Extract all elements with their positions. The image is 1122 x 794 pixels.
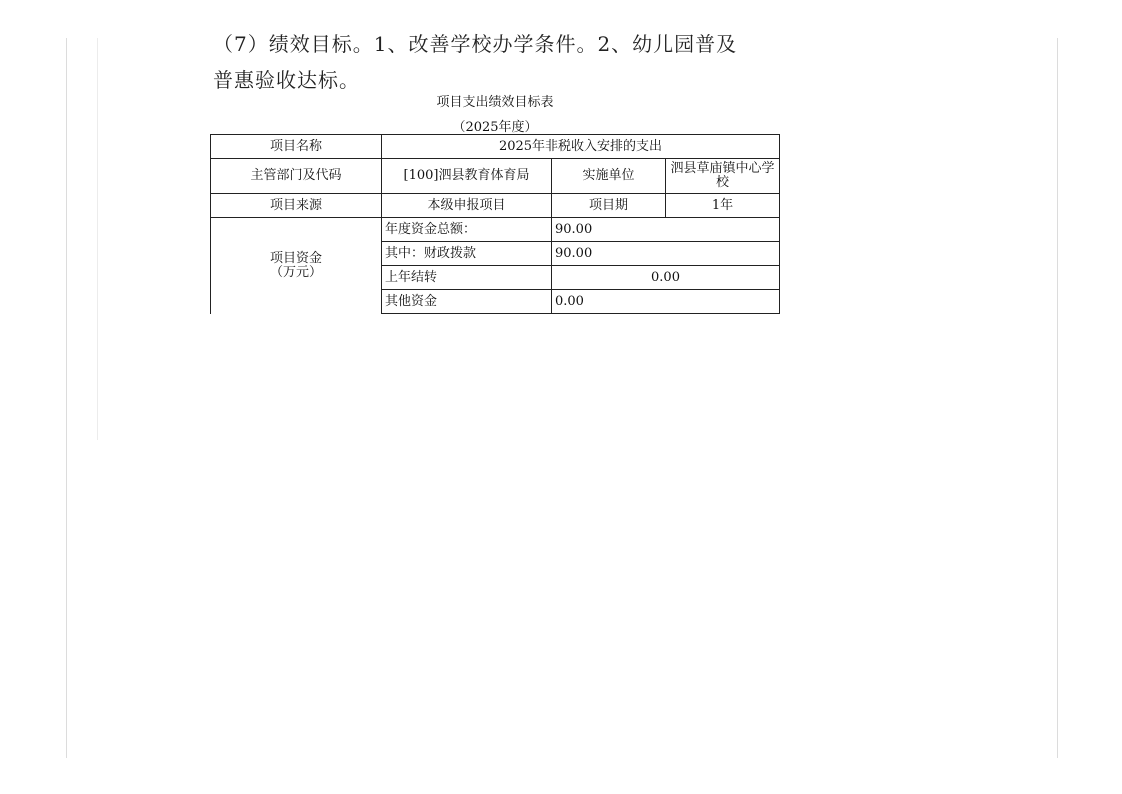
- impl-unit-label: 实施单位: [552, 159, 666, 194]
- source-value: 本级申报项目: [382, 194, 552, 218]
- funds-row-label: 其中：财政拨款: [382, 242, 552, 266]
- funds-row-label: 上年结转: [382, 266, 552, 290]
- funds-row-label: 其他资金: [382, 290, 552, 314]
- paragraph-line-2: 普惠验收达标。: [213, 68, 360, 92]
- funds-row-value: 0.00: [552, 290, 780, 314]
- source-label: 项目来源: [211, 194, 382, 218]
- period-label: 项目期: [552, 194, 666, 218]
- paragraph-line-1: （7）绩效目标。1、改善学校办学条件。2、幼儿园普及: [213, 32, 738, 56]
- funds-row-value: 90.00: [552, 242, 780, 266]
- impl-unit-value: 泗县草庙镇中心学校: [666, 159, 780, 194]
- funds-label: 项目资金: [269, 250, 322, 266]
- project-name-value: 2025年非税收入安排的支出: [382, 135, 780, 159]
- period-value: 1年: [666, 194, 780, 218]
- page-border-left: [66, 38, 67, 758]
- funds-label-cell: [211, 218, 382, 314]
- table-row: [211, 159, 780, 194]
- dept-label: 主管部门及代码: [211, 159, 382, 194]
- table-row: [211, 135, 780, 159]
- performance-target-table: [210, 134, 780, 314]
- page-border-right: [1057, 38, 1058, 758]
- table-row: [211, 218, 780, 242]
- table-year: （2025年度）: [452, 120, 538, 135]
- dept-value: [100]泗县教育体育局: [382, 159, 552, 194]
- funds-row-label: 年度资金总额：: [382, 218, 552, 242]
- table-row: [211, 194, 780, 218]
- project-name-label: 项目名称: [211, 135, 382, 159]
- funds-row-value: 90.00: [552, 218, 780, 242]
- funds-row-value: 0.00: [552, 266, 780, 290]
- funds-unit: （万元）: [269, 264, 322, 280]
- table-title: 项目支出绩效目标表: [436, 95, 554, 110]
- inner-page-border-left: [97, 38, 98, 440]
